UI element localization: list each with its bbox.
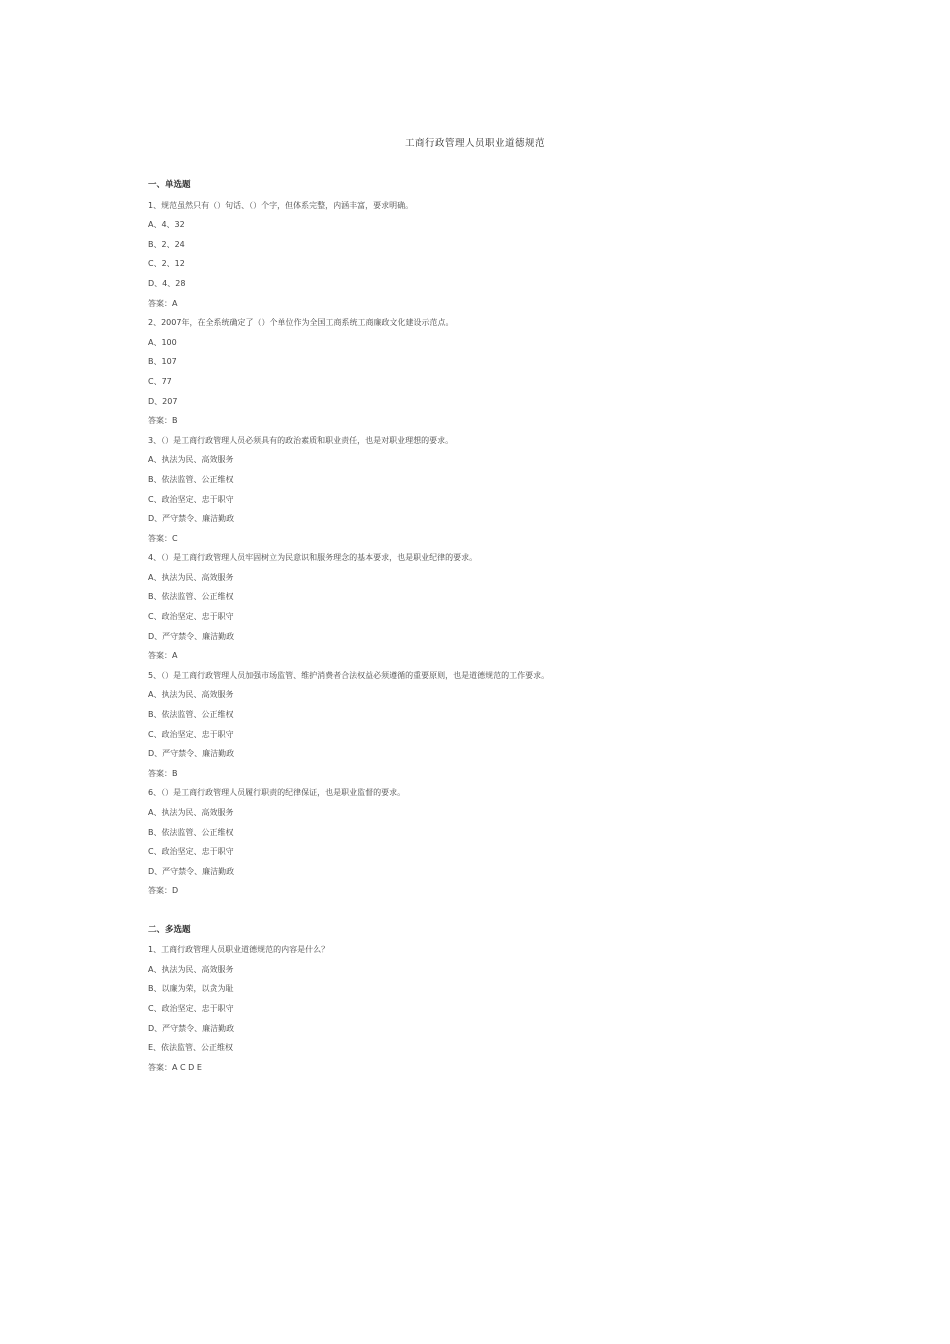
option-d: D、严守禁令、廉洁勤政 xyxy=(148,749,235,759)
option-b: B、依法监管、公正维权 xyxy=(148,592,234,602)
document-body xyxy=(148,176,848,1072)
option-b: B、依法监管、公正维权 xyxy=(148,827,234,837)
option-d: D、严守禁令、廉洁勤政 xyxy=(148,514,235,524)
option-a: A、100 xyxy=(148,337,177,347)
option-c: C、政治坚定、忠于职守 xyxy=(148,612,234,622)
question-block xyxy=(148,431,848,549)
section-heading-multiple-choice: 二、多选题 xyxy=(148,924,191,935)
question-text: 2、2007年，在全系统确定了（）个单位作为全国工商系统工商廉政文化建设示范点。 xyxy=(148,318,454,328)
option-c: C、政治坚定、忠于职守 xyxy=(148,729,234,739)
answer: 答案：A xyxy=(148,651,178,661)
section-spacer xyxy=(148,901,848,921)
section-heading-single-choice: 一、单选题 xyxy=(148,180,191,190)
option-b: B、以廉为荣，以贪为耻 xyxy=(148,984,234,994)
answer: 答案：B xyxy=(148,416,178,426)
option-a: A、执法为民、高效服务 xyxy=(148,455,234,465)
question-block xyxy=(148,666,848,784)
document-title: 工商行政管理人员职业道德规范 xyxy=(404,138,545,149)
option-b: B、107 xyxy=(148,357,177,367)
option-a: A、执法为民、高效服务 xyxy=(148,808,234,817)
question-block xyxy=(148,548,848,666)
question-block xyxy=(148,313,848,431)
option-c: C、政治坚定、忠于职守 xyxy=(148,494,234,504)
option-b: B、依法监管、公正维权 xyxy=(148,474,234,484)
question-text: 4、（）是工商行政管理人员牢固树立为民意识和服务理念的基本要求，也是职业纪律的要求。 xyxy=(148,553,478,563)
answer: 答案：D xyxy=(148,886,179,896)
question-block xyxy=(148,196,848,314)
answer: 答案：C xyxy=(148,533,178,543)
option-a: A、4、32 xyxy=(148,220,185,230)
option-b: B、依法监管、公正维权 xyxy=(148,710,234,720)
option-d: D、4、28 xyxy=(148,278,186,288)
option-e: E、依法监管、公正维权 xyxy=(148,1043,234,1053)
option-d: D、严守禁令、廉洁勤政 xyxy=(148,631,235,641)
option-c: C、2、12 xyxy=(148,259,185,269)
option-a: A、执法为民、高效服务 xyxy=(148,572,234,582)
question-text: 1、工商行政管理人员职业道德规范的内容是什么？ xyxy=(148,945,330,955)
question-text: 6、（）是工商行政管理人员履行职责的纪律保证，也是职业监督的要求。 xyxy=(148,788,406,798)
answer: 答案：A xyxy=(148,298,178,308)
option-a: A、执法为民、高效服务 xyxy=(148,964,234,974)
question-text: 3、（）是工商行政管理人员必须具有的政治素质和职业责任，也是对职业理想的要求。 xyxy=(148,435,454,445)
answer: 答案：A C D E xyxy=(148,1062,202,1072)
option-b: B、2、24 xyxy=(148,239,185,249)
option-d: D、严守禁令、廉洁勤政 xyxy=(148,1023,235,1033)
option-d: D、207 xyxy=(148,396,178,406)
question-text: 5、（）是工商行政管理人员加强市场监管、维护消费者合法权益必须遵循的重要原则，也是道德规范的工作要求。 xyxy=(148,670,550,680)
question-text: 1、规范虽然只有（）句话、（）个字，但体系完整，内涵丰富，要求明确。 xyxy=(148,200,414,210)
option-c: C、政治坚定、忠于职守 xyxy=(148,1003,234,1013)
answer: 答案：B xyxy=(148,768,178,778)
question-block xyxy=(148,783,848,901)
question-block xyxy=(148,940,848,1072)
option-d: D、严守禁令、廉洁勤政 xyxy=(148,866,235,876)
option-c: C、77 xyxy=(148,376,172,386)
option-a: A、执法为民、高效服务 xyxy=(148,690,234,700)
option-c: C、政治坚定、忠于职守 xyxy=(148,847,234,857)
